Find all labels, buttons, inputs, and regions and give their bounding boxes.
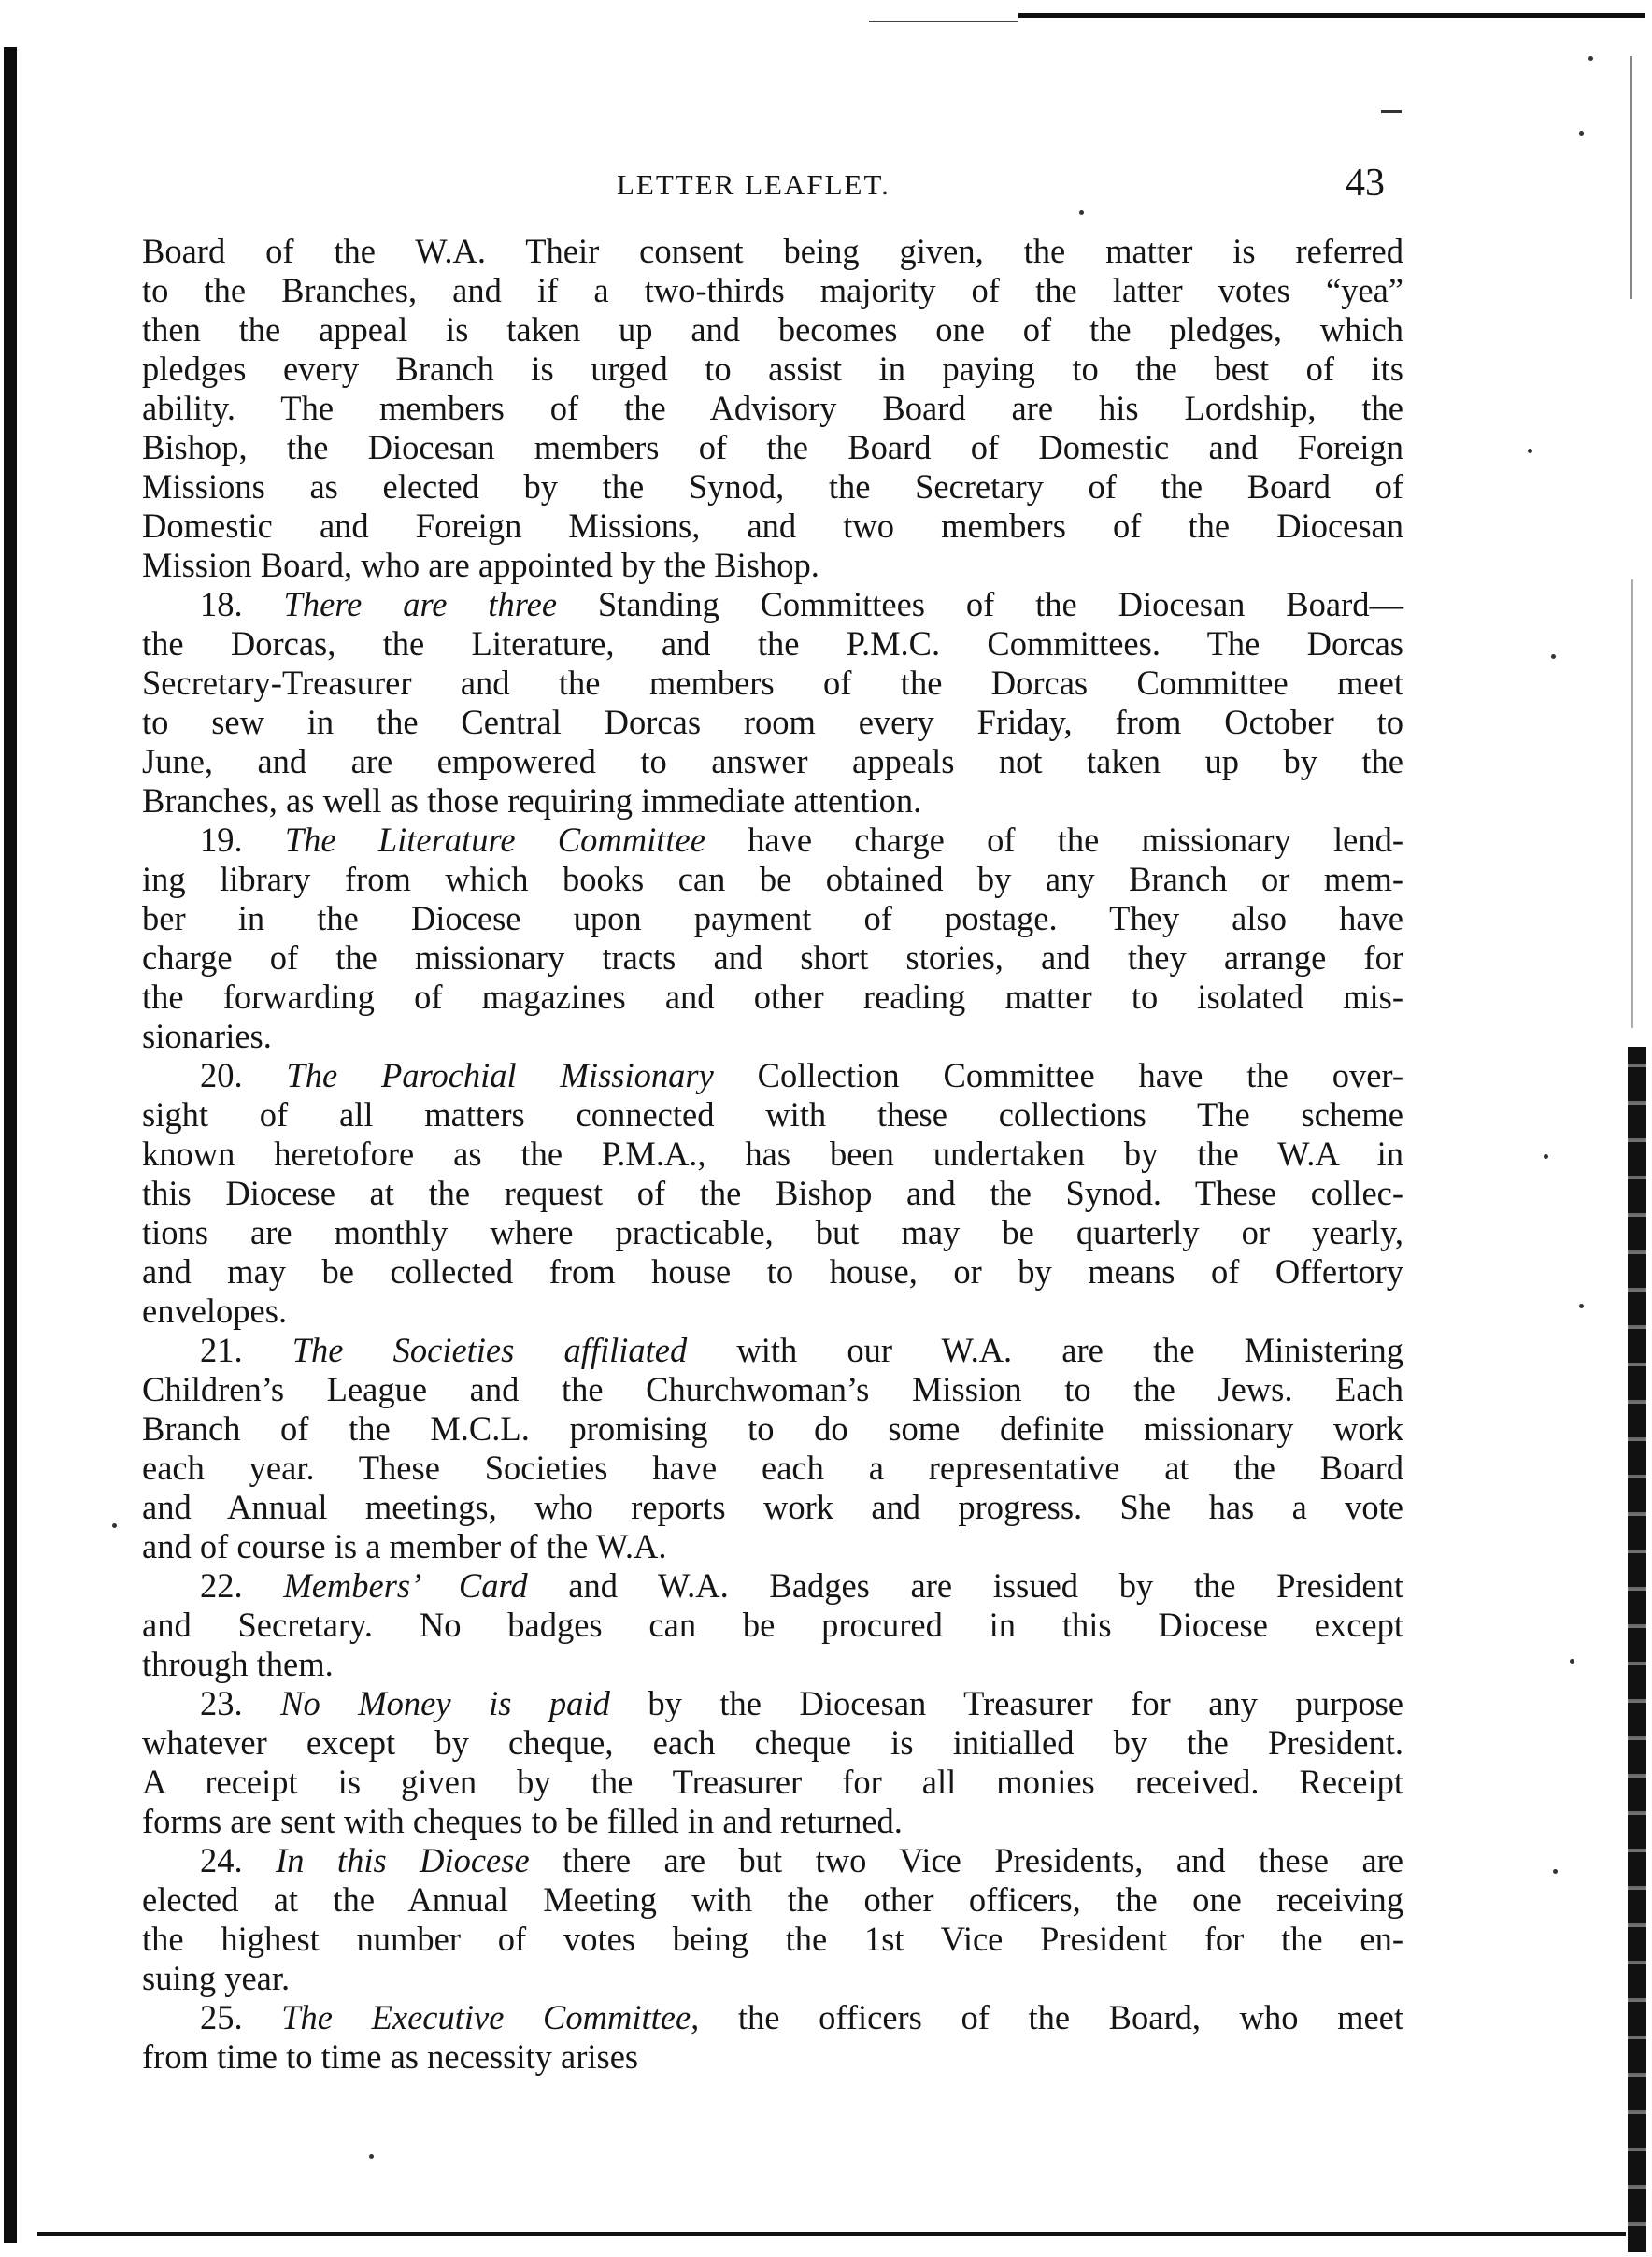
- text-line: each year. These Societies have each a representative at the Board: [142, 1449, 1403, 1487]
- text-line: and of course is a member of the W.A.: [142, 1527, 667, 1565]
- running-header: [140, 162, 1402, 206]
- text-line: sionaries.: [142, 1017, 272, 1055]
- text-line: [142, 1841, 1403, 1880]
- section-number: 24.: [200, 1841, 277, 1879]
- page-right-edge-line-middle: [1631, 579, 1633, 1028]
- text-line: elected at the Annual Meeting with the other officers, the one receiving: [142, 1880, 1403, 1919]
- text-line: suing year.: [142, 1959, 291, 1997]
- section-text: by the Diocesan Treasurer for any purpose: [609, 1684, 1404, 1722]
- text-line: Bishop, the Diocesan members of the Board of Domestic and Foreign: [142, 428, 1403, 466]
- text-line: the highest number of votes being the 1st Vice President for the en-: [142, 1920, 1403, 1958]
- section-number: 21.: [200, 1331, 292, 1369]
- section-text: there are but two Vice Presidents, and these are: [529, 1841, 1404, 1879]
- text-line: June, and are empowered to answer appeals not taken up by the: [142, 742, 1403, 780]
- section-number: 23.: [200, 1684, 281, 1722]
- scan-speck: [1579, 1304, 1584, 1308]
- scan-speck: [1544, 1154, 1548, 1159]
- text-line: Branch of the M.C.L. promising to do some definite missionary work: [142, 1409, 1403, 1448]
- text-line: [142, 821, 1403, 860]
- scan-speck: [1551, 654, 1556, 659]
- text-line: to the Branches, and if a two-thirds majority of the latter votes “yea”: [142, 271, 1403, 309]
- section-number: 25.: [200, 1998, 282, 2036]
- text-line: through them.: [142, 1645, 334, 1683]
- running-title: LETTER LEAFLET.: [617, 168, 890, 201]
- section-heading: Members’ Card: [283, 1566, 528, 1605]
- section-number: 19.: [200, 821, 285, 859]
- text-line: known heretofore as the P.M.A., has been undertaken by the W.A in: [142, 1135, 1403, 1173]
- page-right-edge-line-upper: [1630, 56, 1632, 299]
- section-heading: The Societies affiliated: [292, 1331, 688, 1369]
- scan-speck: [1553, 1869, 1558, 1874]
- section-text: and W.A. Badges are issued by the President: [527, 1566, 1403, 1605]
- page-left-edge-shadow: [4, 47, 17, 2243]
- text-line: the forwarding of magazines and other reading matter to isolated mis-: [142, 978, 1403, 1016]
- text-line: [142, 1998, 1403, 2037]
- section-heading: The Executive Committee,: [281, 1998, 700, 2036]
- page-number: 43: [1346, 162, 1385, 205]
- scan-speck: [1381, 110, 1402, 113]
- page-bottom-edge-line: [37, 2232, 1626, 2236]
- text-line: from time to time as necessity arises: [142, 2037, 639, 2076]
- scan-speck: [1079, 210, 1084, 215]
- text-line: and Annual meetings, who reports work and progress. She has a vote: [142, 1488, 1403, 1526]
- text-line: Branches, as well as those requiring immediate attention.: [142, 781, 922, 820]
- page-top-edge-shadow: [1018, 13, 1645, 18]
- section-text: have charge of the missionary lend-: [705, 821, 1403, 859]
- section-heading: There are three: [283, 585, 558, 623]
- text-line: the Dorcas, the Literature, and the P.M.C. Committees. The Dorcas: [142, 624, 1403, 663]
- text-line: and Secretary. No badges can be procured in this Diocese except: [142, 1606, 1403, 1644]
- text-line: [142, 1566, 1403, 1606]
- text-line: Domestic and Foreign Missions, and two members of the Diocesan: [142, 507, 1403, 545]
- text-line: to sew in the Central Dorcas room every Friday, from October to: [142, 703, 1403, 741]
- text-line: ber in the Diocese upon payment of postage. They also have: [142, 899, 1403, 937]
- text-line: [142, 585, 1403, 624]
- text-line: envelopes.: [142, 1292, 288, 1330]
- body-text: [142, 232, 1403, 2077]
- text-line: this Diocese at the request of the Bishop and the Synod. These collec-: [142, 1174, 1403, 1212]
- text-line: [142, 1331, 1403, 1370]
- text-line: Missions as elected by the Synod, the Secretary of the Board of: [142, 467, 1403, 506]
- scan-speck: [369, 2154, 374, 2159]
- text-line: [142, 1056, 1403, 1095]
- scan-speck: [1588, 56, 1593, 61]
- section-text: the officers of the Board, who meet: [699, 1998, 1403, 2036]
- section-text: Standing Committees of the Diocesan Board—: [557, 585, 1404, 623]
- text-line: pledges every Branch is urged to assist in paying to the best of its: [142, 350, 1403, 388]
- section-number: 18.: [200, 585, 284, 623]
- text-line: ing library from which books can be obtained by any Branch or mem-: [142, 860, 1403, 898]
- section-text: Collection Committee have the over-: [713, 1056, 1403, 1094]
- scan-speck: [1570, 1659, 1574, 1664]
- section-heading: The Parochial Missionary: [286, 1056, 714, 1094]
- text-line: [142, 1684, 1403, 1723]
- text-line: charge of the missionary tracts and short stories, and they arrange for: [142, 938, 1403, 977]
- text-line: ability. The members of the Advisory Board are his Lordship, the: [142, 389, 1403, 427]
- scan-speck: [1528, 449, 1532, 453]
- text-line: forms are sent with cheques to be filled in and returned.: [142, 1802, 903, 1840]
- text-line: Mission Board, who are appointed by the Bishop.: [142, 546, 819, 584]
- text-line: tions are monthly where practicable, but may be quarterly or yearly,: [142, 1213, 1403, 1251]
- text-line: whatever except by cheque, each cheque is initialled by the President.: [142, 1723, 1403, 1762]
- section-number: 22.: [200, 1566, 284, 1605]
- section-text: with our W.A. are the Ministering: [687, 1331, 1403, 1369]
- page-top-edge-line: [869, 21, 1018, 22]
- scan-speck: [112, 1523, 117, 1528]
- text-line: sight of all matters connected with these collections The scheme: [142, 1095, 1403, 1134]
- page-right-edge-shadow: [1628, 1047, 1646, 2252]
- section-heading: No Money is paid: [280, 1684, 610, 1722]
- text-line: then the appeal is taken up and becomes one of the pledges, which: [142, 310, 1403, 349]
- text-line: A receipt is given by the Treasurer for all monies received. Receipt: [142, 1763, 1403, 1801]
- section-number: 20.: [200, 1056, 287, 1094]
- section-heading: The Literature Committee: [284, 821, 705, 859]
- text-line: Secretary-Treasurer and the members of the Dorcas Committee meet: [142, 664, 1403, 702]
- text-line: Board of the W.A. Their consent being given, the matter is referred: [142, 232, 1403, 270]
- text-line: and may be collected from house to house, or by means of Offertory: [142, 1252, 1403, 1291]
- text-line: Children’s League and the Churchwoman’s Mission to the Jews. Each: [142, 1370, 1403, 1408]
- section-heading: In this Diocese: [276, 1841, 530, 1879]
- scan-speck: [1579, 131, 1584, 136]
